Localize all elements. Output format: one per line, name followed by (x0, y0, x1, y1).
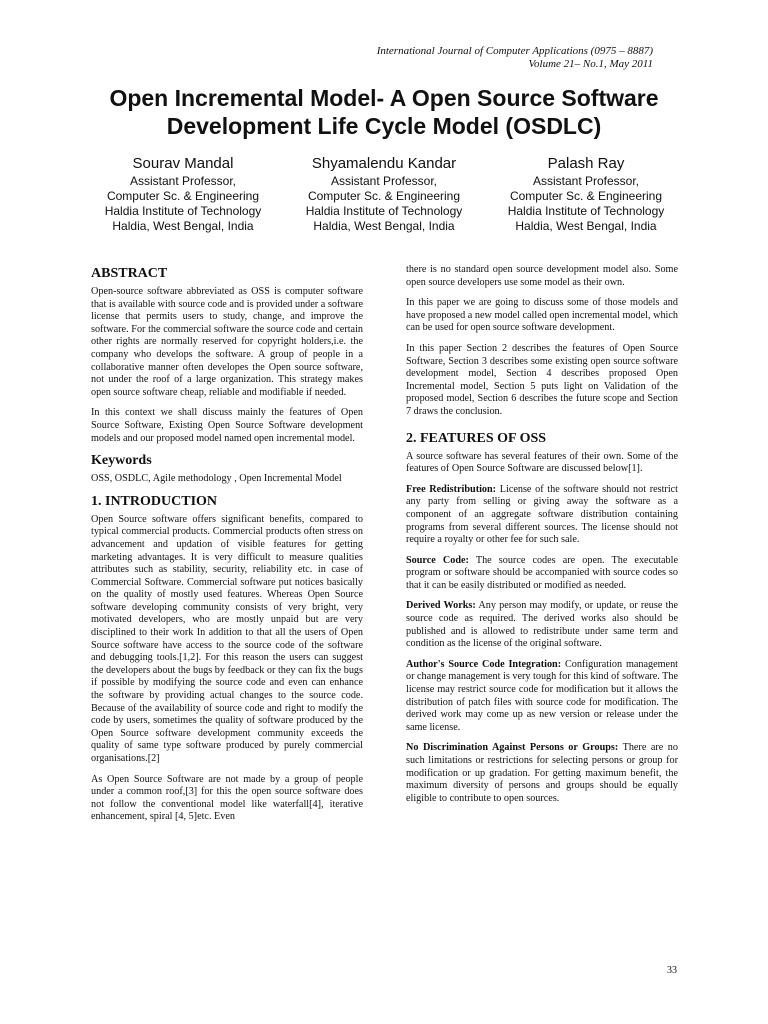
author-place: Haldia, West Bengal, India (313, 219, 455, 233)
left-column (91, 266, 363, 832)
feature-label: Author's Source Code Integration: (406, 658, 562, 670)
author-3 (486, 154, 686, 234)
author-institute: Haldia Institute of Technology (305, 204, 463, 218)
feature-label: Source Code: (406, 554, 469, 566)
introduction-paragraph: Open Source software offers significant benefits, compared to typical commercial products. Commercial products often stress on advancement and updation of visible features for getting marketing advantages. It is very difficult to measure qualities attributes such as stability, security, reliability etc. in case of Commercial Software. Commercial software put notices basically on the quality of mostly used features. Whereas Open Source software developing community consists of very bright, very motivated developers, who are mostly unpaid but are very disciplined to their work In addition to that all the users of Open Source software have access to the source code of the software and debugging tools.[1,2]. For this reason the users can suggest the developers about the bugs by feedback or they can fix the bugs if possible by modifying the source code and even can enhance the software by providing actual changes to the source code. Because of the availability of source code and right to modify the code by users, sometimes the quality of software produced by the Open Source software development community exceeds the quality of same type software produced by purely commercial organisations.[2] (91, 513, 363, 764)
title-line-1: Open Incremental Model- A Open Source Software (109, 85, 659, 111)
feature-label: No Discrimination Against Persons or Groups: (406, 742, 619, 754)
author-position: Assistant Professor, (330, 174, 438, 188)
feature-free-redistribution (406, 484, 678, 547)
keywords-text: OSS, OSDLC, Agile methodology , Open Incremental Model (91, 473, 342, 485)
feature-no-discrimination (406, 742, 678, 805)
author-institute: Haldia Institute of Technology (104, 204, 262, 218)
feature-label: Derived Works: (406, 600, 476, 612)
author-department: Computer Sc. & Engineering (509, 189, 663, 203)
author-2 (284, 154, 484, 234)
body-paragraph: In this paper Section 2 describes the features of Open Source Software, Section 3 describes some existing open source software development model, Section 4 describes proposed Open Incremental model, Section 5 puts light on Validation of the proposed model, Section 6 describes the future scope and Section 7 draws the conclusion. (406, 342, 678, 417)
body-paragraph: In this paper we are going to discuss some of those models and have proposed a new model called open incremental model, which can be used for open source software development. (406, 297, 678, 334)
feature-source-code (406, 555, 678, 593)
body-paragraph: there is no standard open source development model also. Some open source developers use some model as their own. (406, 264, 678, 288)
author-department: Computer Sc. & Engineering (307, 189, 461, 203)
abstract-heading: ABSTRACT (91, 266, 168, 281)
author-department: Computer Sc. & Engineering (106, 189, 260, 203)
author-name: Shyamalendu Kandar (311, 155, 457, 172)
feature-text: License of the software should not restrict any party from selling or giving away the software as a component of an aggregate software distribution containing programs from several different sources. The license should not require a royalty or other fee for such sale. (406, 483, 678, 546)
introduction-heading: 1. INTRODUCTION (91, 493, 218, 509)
page-number: 33 (667, 965, 677, 976)
journal-header (377, 45, 653, 71)
abstract-paragraph: Open-source software abbreviated as OSS is computer software that is available with source code and is provided under a software license that permits users to study, change, and improve the software. For the commercial software the source code and certain other rights are normally reserved for copyright holders,i.e. the company who develops the software. A group of people in a collaborative manner often developes the Open source software, not under the roof of a large organization. This strategy makes open source software cheap, reliable and modifiable if needed. (91, 286, 363, 398)
right-column (406, 264, 678, 813)
author-institute: Haldia Institute of Technology (507, 204, 665, 218)
author-name: Sourav Mandal (132, 155, 234, 172)
author-position: Assistant Professor, (129, 174, 237, 188)
journal-name: International Journal of Computer Applications (0975 – 8887) (376, 45, 653, 57)
title-line-2: Development Life Cycle Model (OSDLC) (166, 113, 602, 139)
author-place: Haldia, West Bengal, India (112, 219, 254, 233)
abstract-paragraph: In this context we shall discuss mainly the features of Open Source Software, Existing Open Source Software development models and our proposed model named open incremental model. (91, 407, 363, 444)
author-name: Palash Ray (547, 155, 625, 172)
feature-text: The source codes are open. The executable program or software should be accompanied with source codes so that it can be easily distributed or modified as needed. (406, 554, 678, 591)
feature-text: There are no such limitations or restrictions for selecting persons or group for modification or up gradation. For getting maximum benefit, the maximum diversity of persons and groups should be equally eligible to contribute to open sources. (406, 742, 678, 804)
feature-source-code-integration (406, 659, 678, 735)
author-place: Haldia, West Bengal, India (515, 219, 657, 233)
paper-title (0, 84, 768, 140)
journal-volume: Volume 21– No.1, May 2011 (528, 58, 653, 70)
feature-text: Configuration management or change management is very tough for this kind of software. The license may restrict source code for modification but it allows the distribution of patch files with source code for modification. The derived work may come up as new version or release under the same license. (406, 658, 678, 733)
feature-derived-works (406, 600, 678, 650)
introduction-paragraph: As Open Source Software are not made by a group of people under a common roof,[3] for this the open source software does not follow the conventional model like waterfall[4], iterative enhancement, spiral [4, 5]etc. Even (91, 773, 363, 823)
keywords-heading: Keywords (91, 453, 152, 469)
features-heading: 2. FEATURES OF OSS (406, 430, 547, 446)
author-1 (83, 154, 283, 234)
feature-text: Any person may modify, or update, or reuse the source code as required. The derived works also should be published and is allowed to redistribute under same term and condition as the license of the original software. (406, 600, 679, 650)
feature-label: Free Redistribution: (406, 483, 497, 495)
features-intro: A source software has several features of their own. Some of the features of Open Source Software are discussed below[1]. (406, 450, 678, 475)
author-position: Assistant Professor, (532, 174, 640, 188)
